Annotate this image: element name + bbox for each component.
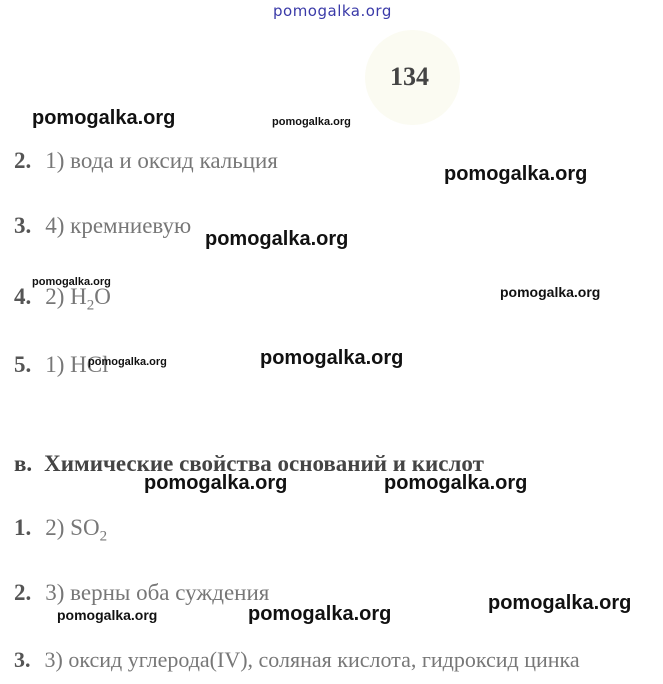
item-text: O — [94, 284, 111, 309]
item-number: 3. — [14, 213, 32, 238]
section-title: Химические свойства оснований и кислот — [44, 451, 484, 476]
watermark: pomogalka.org — [57, 607, 158, 623]
item-text: 4) кремниевую — [45, 213, 192, 238]
item-number: 2. — [14, 148, 32, 173]
item-text: 3) оксид углерода(IV), соляная кислота, гидроксид цинка — [44, 647, 580, 672]
item-text: 1) вода и оксид кальция — [45, 148, 278, 173]
watermark: pomogalka.org — [272, 116, 351, 128]
item-text: 2) H — [45, 284, 87, 309]
watermark: pomogalka.org — [32, 276, 111, 288]
page-number: 134 — [390, 62, 429, 91]
item-number: 3. — [14, 647, 31, 672]
watermark: pomogalka.org — [444, 163, 588, 185]
watermark: pomogalka.org — [144, 472, 288, 494]
item-text: 3) верны оба суждения — [45, 580, 270, 605]
watermark: pomogalka.org — [384, 472, 528, 494]
watermark: pomogalka.org — [248, 603, 392, 625]
answer-item — [14, 148, 278, 174]
item-number: 4. — [14, 284, 32, 309]
answer-item — [14, 647, 580, 673]
watermark: pomogalka.org — [32, 107, 176, 129]
site-link[interactable]: pomogalka.org — [273, 2, 392, 20]
answer-item — [14, 580, 269, 606]
watermark: pomogalka.org — [88, 356, 167, 368]
watermark: pomogalka.org — [260, 347, 404, 369]
answer-item — [14, 515, 107, 546]
item-number: 5. — [14, 352, 32, 377]
answer-item — [14, 284, 111, 315]
answer-item — [14, 213, 191, 239]
watermark: pomogalka.org — [205, 228, 349, 250]
watermark: pomogalka.org — [500, 284, 601, 300]
item-subscript: 2 — [86, 297, 95, 314]
item-number: 1. — [14, 515, 32, 540]
item-subscript: 2 — [99, 528, 108, 545]
item-number: 2. — [14, 580, 32, 605]
item-text: 1) HCl — [45, 352, 109, 377]
item-text: 2) SO — [45, 515, 100, 540]
watermark: pomogalka.org — [488, 592, 632, 614]
section-label: в. — [14, 451, 33, 476]
